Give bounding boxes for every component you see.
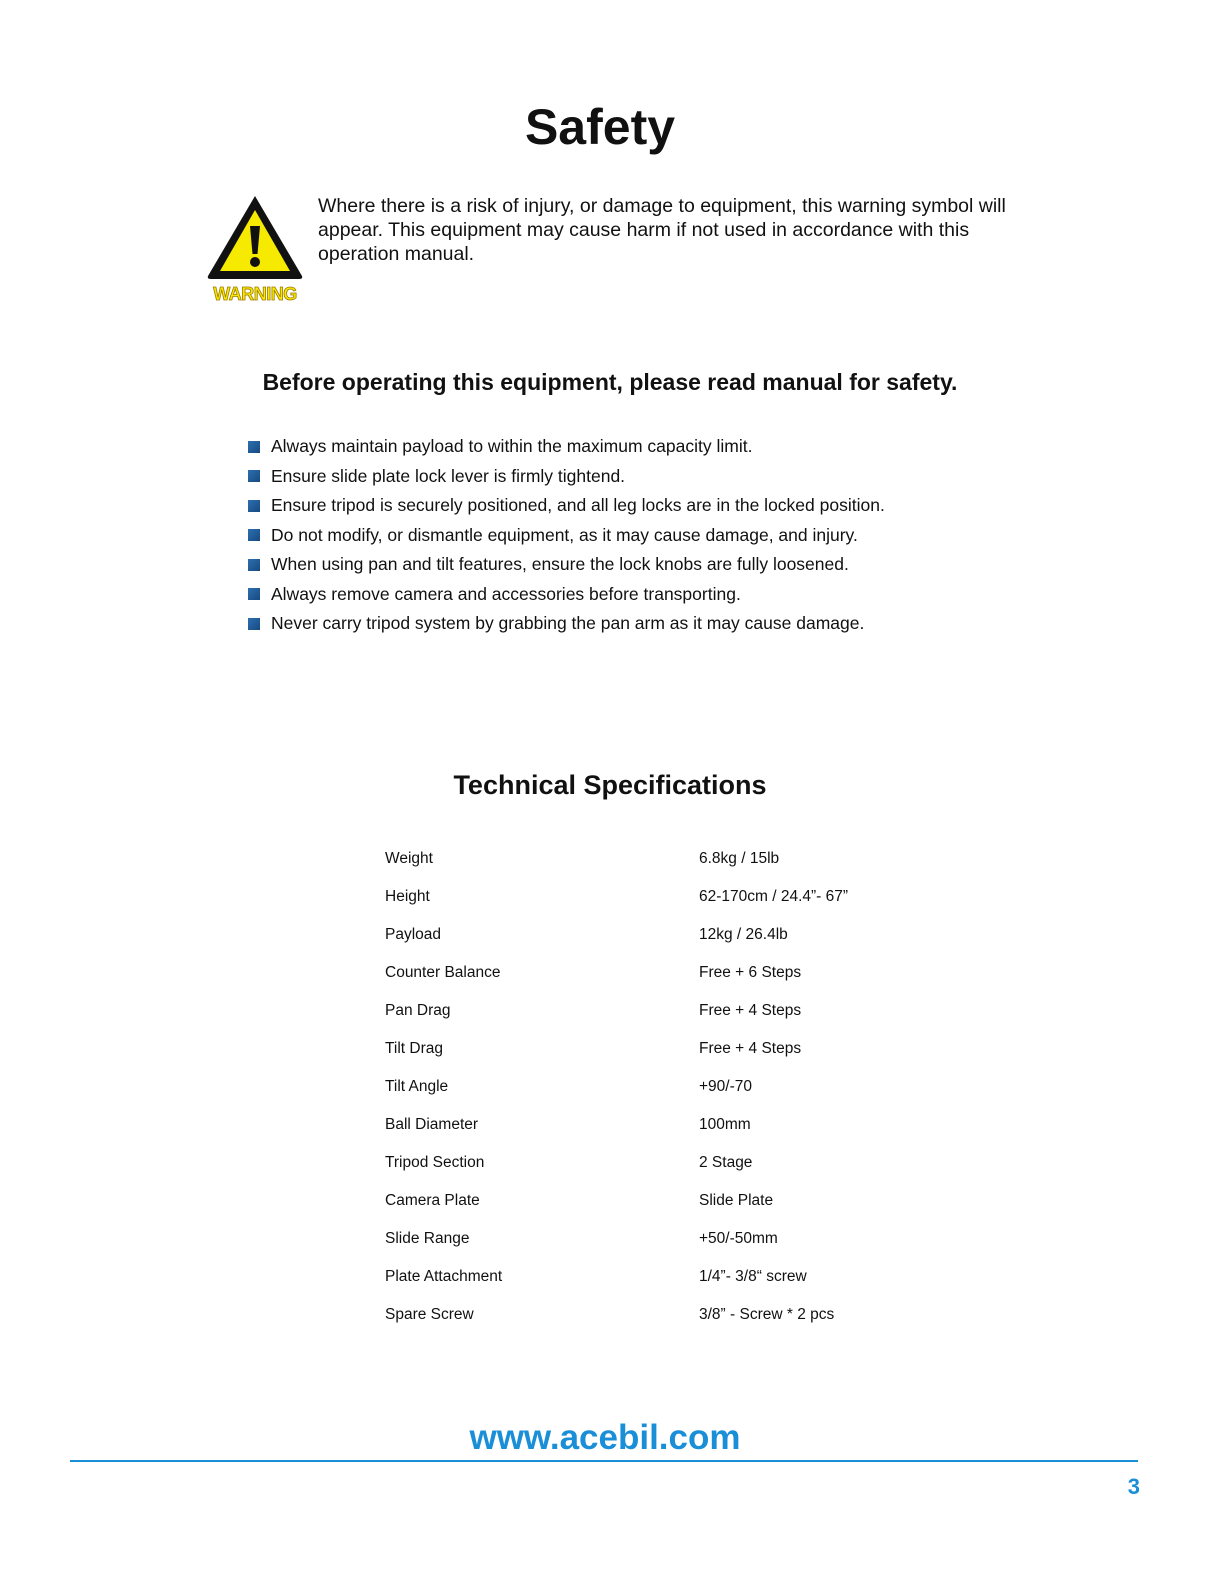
table-row [385,1258,848,1296]
table-row [385,878,848,916]
spec-value: +50/-50mm [699,1230,778,1247]
spec-label: Camera Plate [385,1192,480,1209]
list-item-text: Always remove camera and accessories before transporting. [271,583,741,604]
list-item-text: Do not modify, or dismantle equipment, as it may cause damage, and injury. [271,524,858,545]
specifications-table [385,840,848,1334]
table-row [385,1068,848,1106]
spec-value: 1/4”- 3/8“ screw [699,1268,807,1285]
spec-label: Slide Range [385,1230,470,1247]
list-item [248,462,885,492]
table-row [385,1030,848,1068]
bullet-square-icon [248,559,260,571]
spec-label: Weight [385,850,433,867]
spec-label: Plate Attachment [385,1268,503,1285]
warning-symbol [205,192,305,308]
table-row [385,1220,848,1258]
table-row [385,1144,848,1182]
list-item [248,432,885,462]
list-item [248,521,885,551]
list-item [248,580,885,610]
spec-value: Free + 4 Steps [699,1040,802,1057]
bullet-square-icon [248,500,260,512]
spec-label: Payload [385,926,442,943]
bullet-square-icon [248,441,260,453]
spec-label: Tilt Angle [385,1078,449,1095]
list-item-text: Always maintain payload to within the maximum capacity limit. [271,436,753,457]
bullet-square-icon [248,618,260,630]
table-row [385,916,848,954]
list-item-text: When using pan and tilt features, ensure the lock knobs are fully loosened. [271,554,849,575]
list-item-text: Ensure slide plate lock lever is firmly tightend. [271,465,626,486]
spec-label: Tilt Drag [385,1040,443,1057]
bullet-square-icon [248,470,260,482]
list-item-text: Ensure tripod is securely positioned, and all leg locks are in the locked position. [271,495,885,516]
warning-label: WARNING [213,284,297,304]
bullet-square-icon [248,588,260,600]
spec-value: 12kg / 26.4lb [699,926,788,943]
spec-label: Pan Drag [385,1002,451,1019]
footer-divider [70,1460,1138,1462]
list-item [248,609,885,639]
bullet-square-icon [248,529,260,541]
warning-triangle-icon [205,192,305,282]
spec-value: 100mm [699,1116,751,1133]
list-item [248,491,885,521]
list-item [248,550,885,580]
footer-website-link[interactable]: www.acebil.com [469,1418,741,1457]
safety-list [248,432,885,639]
safety-heading: Before operating this equipment, please read manual for safety. [262,369,958,395]
table-row [385,992,848,1030]
spec-value: Free + 6 Steps [699,964,802,981]
spec-value: 6.8kg / 15lb [699,850,780,867]
spec-value: +90/-70 [699,1078,753,1095]
warning-description: Where there is a risk of injury, or damage to equipment, this warning symbol will appear. This equipment may cause harm if not used in accordance with this operation manual. [318,195,1006,265]
table-row [385,840,848,878]
spec-label: Ball Diameter [385,1116,479,1133]
spec-label: Height [385,888,430,905]
spec-value: 3/8” - Screw * 2 pcs [699,1306,835,1323]
spec-value: 2 Stage [699,1154,753,1171]
table-row [385,954,848,992]
spec-value: Free + 4 Steps [699,1002,802,1019]
spec-label: Spare Screw [385,1306,474,1323]
page-title: Safety [524,99,676,155]
page-number: 3 [1127,1474,1140,1499]
table-row [385,1182,848,1220]
specifications-heading: Technical Specifications [453,770,767,800]
table-row [385,1296,848,1334]
table-row [385,1106,848,1144]
spec-label: Counter Balance [385,964,501,981]
spec-value: Slide Plate [699,1192,774,1209]
spec-value: 62-170cm / 24.4”- 67” [699,888,849,905]
spec-label: Tripod Section [385,1154,485,1171]
list-item-text: Never carry tripod system by grabbing the pan arm as it may cause damage. [271,613,865,634]
